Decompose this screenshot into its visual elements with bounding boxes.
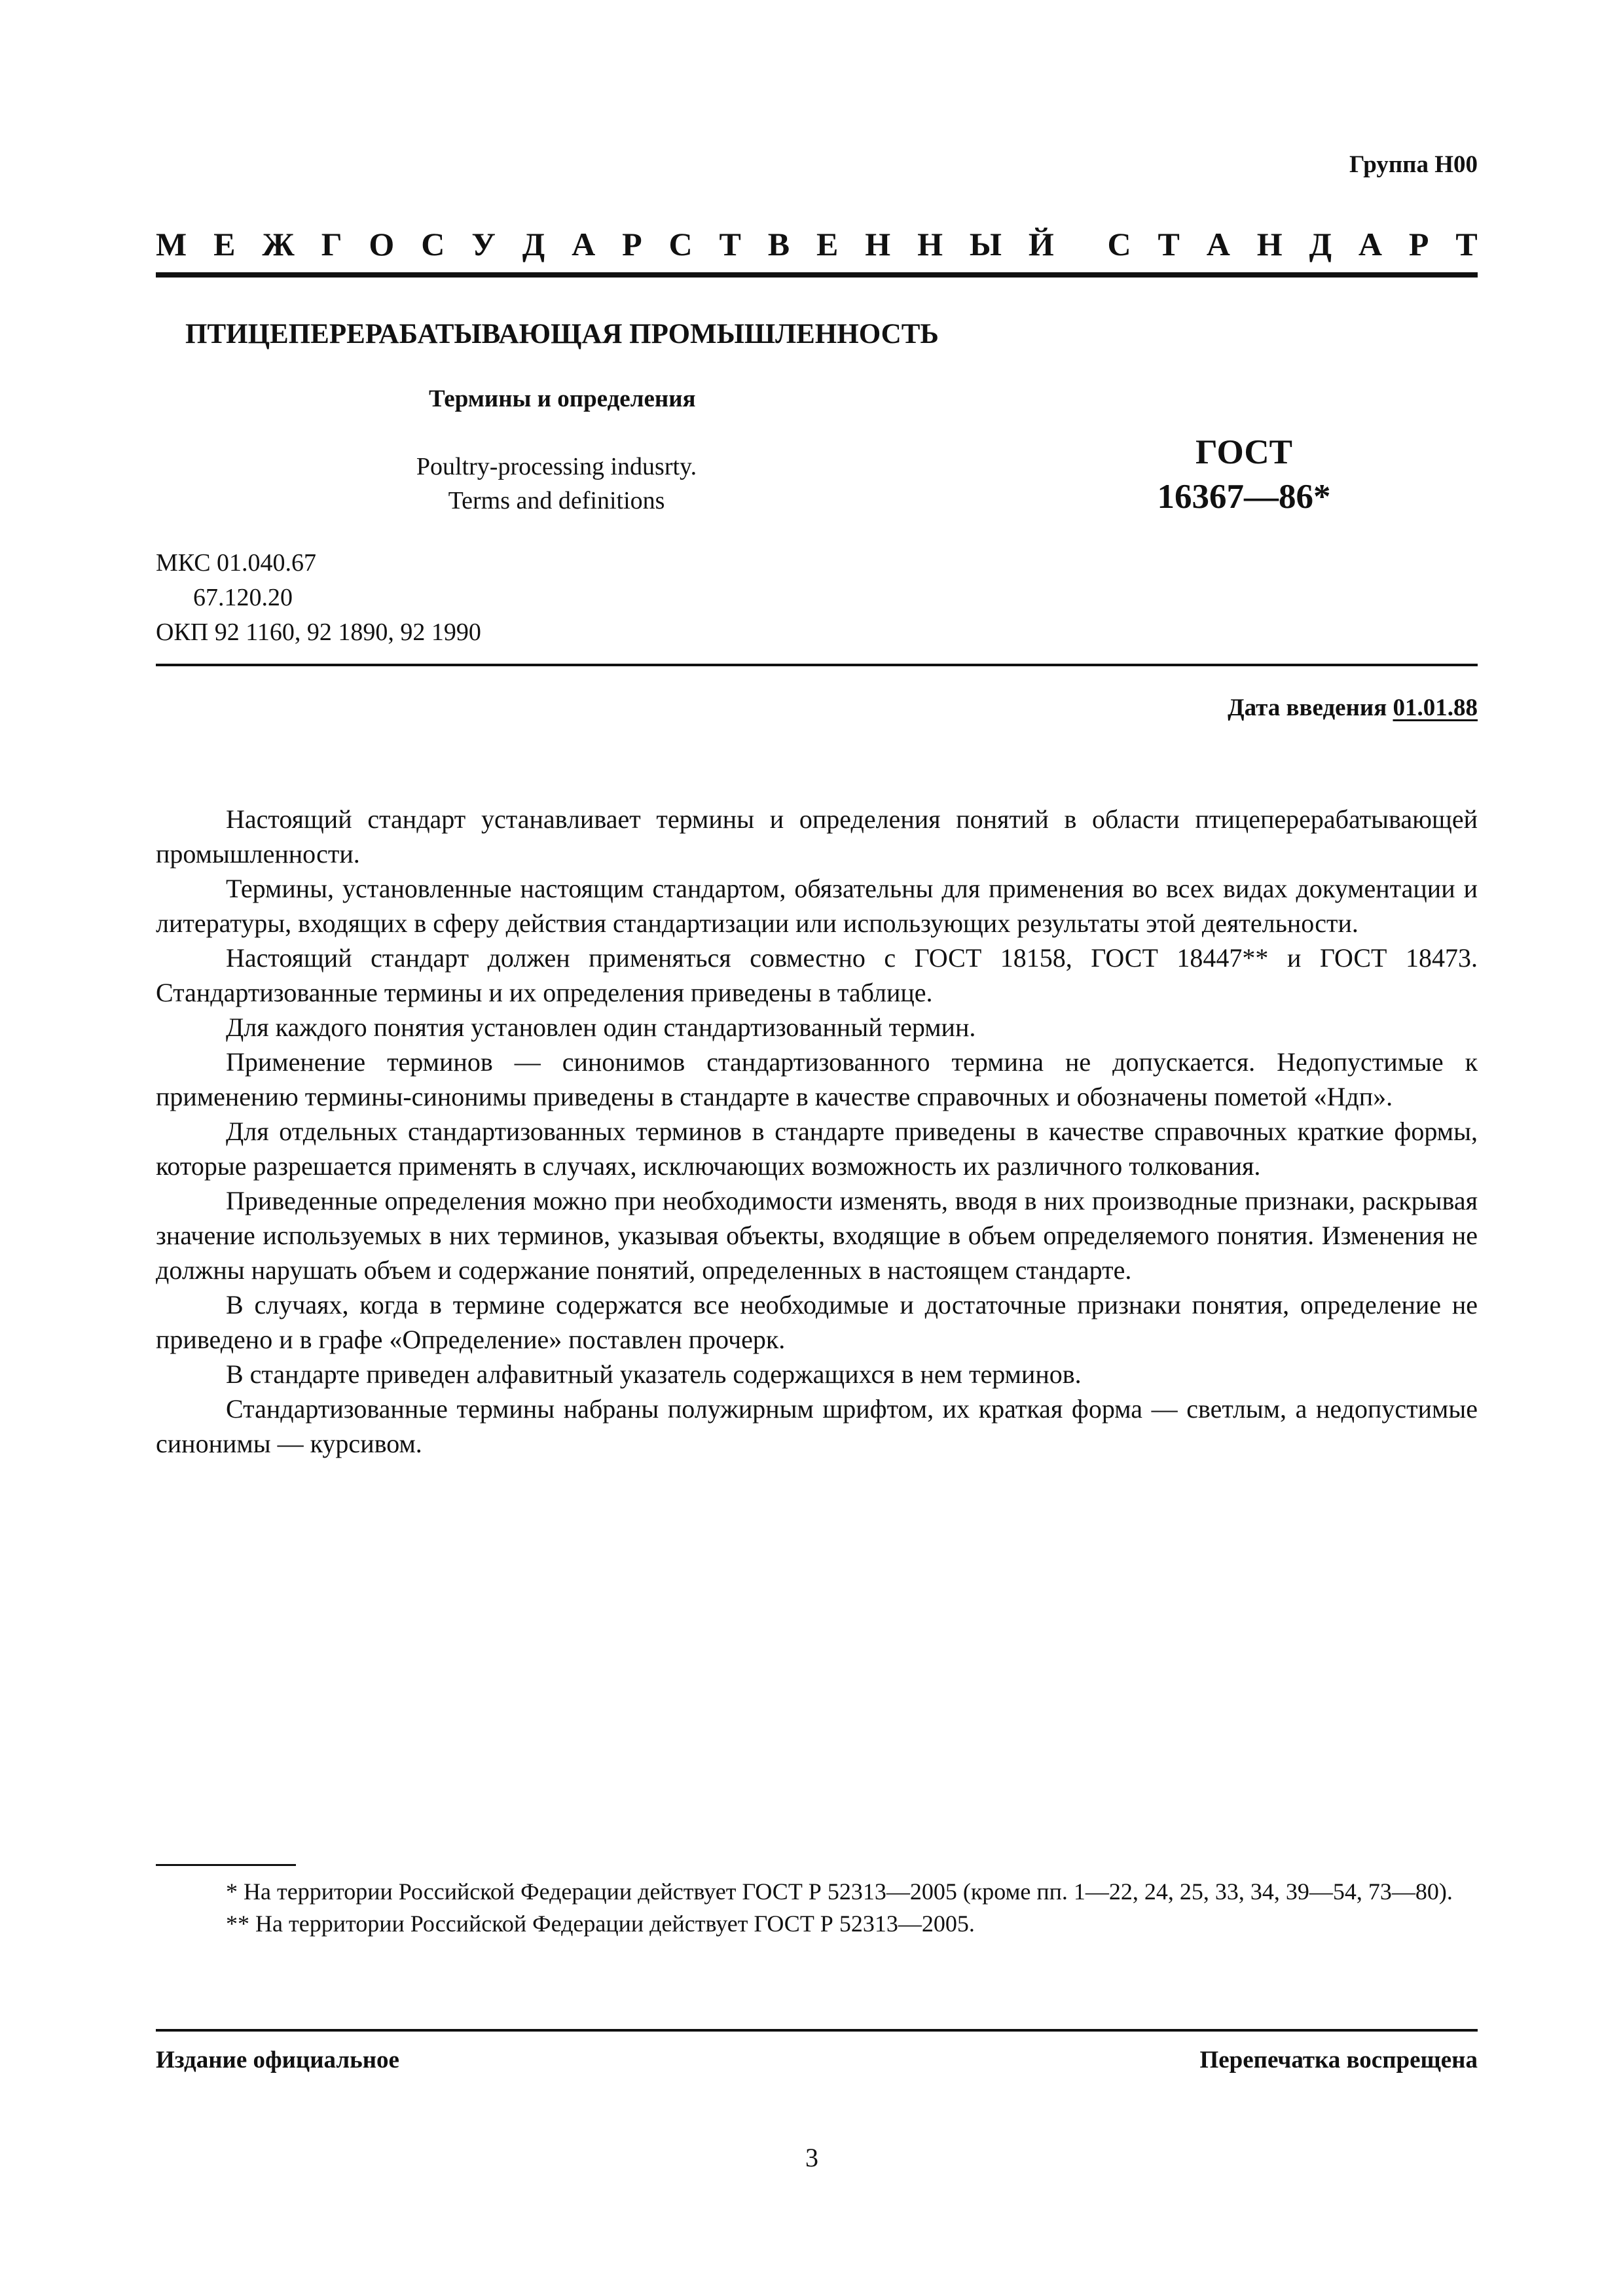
heading-letter: С [421, 226, 445, 262]
document-subtitle: Термины и определения [429, 386, 696, 412]
heading-letter: Т [1158, 226, 1180, 262]
page-number: 3 [805, 2143, 818, 2172]
heading-letter: Т [719, 226, 741, 262]
interstate-standard-heading [156, 228, 1478, 260]
header-rule [156, 272, 1478, 278]
codes-rule [156, 664, 1478, 666]
heading-letter: Е [816, 226, 839, 262]
effective-date-value: 01.01.88 [1393, 694, 1478, 721]
heading-letter: Р [622, 226, 642, 262]
paragraph: Настоящий стандарт устанавливает термины и определения понятий в области птицеперерабатывающей промышленности. [156, 804, 1478, 869]
footnote-rule [156, 1864, 296, 1866]
heading-letter: А [572, 226, 596, 262]
heading-letter: Г [321, 226, 342, 262]
effective-date-label: Дата введения [1228, 694, 1393, 721]
gost-number [1139, 430, 1349, 519]
heading-letter: Ы [969, 226, 1002, 262]
heading-letter: В [767, 226, 790, 262]
paragraph: Настоящий стандарт должен применяться совместно с ГОСТ 18158, ГОСТ 18447** и ГОСТ 18473. Стандартизованные термины и их определения приведены в таблице. [156, 943, 1478, 1007]
english-title [386, 450, 727, 518]
heading-letter: А [1206, 226, 1230, 262]
group-code: Группа Н00 [1349, 151, 1478, 178]
paragraph: Применение терминов — синонимов стандартизованного термина не допускается. Недопустимые к применению термины-синонимы приведены в стандарте в качестве справочных и обозначены пометой «Ндп». [156, 1047, 1478, 1111]
heading-letter: Т [1455, 226, 1478, 262]
heading-letter: М [156, 226, 187, 262]
heading-letter: Н [917, 226, 943, 262]
english-title-line: Terms and definitions [448, 487, 665, 514]
heading-letter: С [668, 226, 693, 262]
heading-letter: Д [522, 226, 545, 262]
reprint-prohibited: Перепечатка воспрещена [1199, 2047, 1478, 2073]
body-text [156, 802, 1478, 1461]
footer-rule [156, 2029, 1478, 2032]
paragraph: В случаях, когда в термине содержатся все необходимые и достаточные признаки понятия, определение не приведено и в графе «Определение» поставлен прочерк. [156, 1290, 1478, 1354]
heading-letter: Д [1309, 226, 1332, 262]
mks-code-2: 67.120.20 [156, 584, 293, 611]
heading-letter: О [369, 226, 395, 262]
gost-code: 16367—86* [1157, 478, 1331, 516]
paragraph: Приведенные определения можно при необходимости изменять, вводя в них производные признаки, раскрывая значение используемых в них терминов, указывая объекты, входящие в объем определяемого понятия. Изменения не должны нарушать объем и содержание понятий, определенных в настоящем стандарте. [156, 1186, 1478, 1285]
heading-letter: Е [213, 226, 236, 262]
footnotes [156, 1876, 1478, 1940]
heading-letter: С [1107, 226, 1131, 262]
paragraph: В стандарте приведен алфавитный указатель содержащихся в нем терминов. [226, 1359, 1082, 1389]
heading-letter: Й [1028, 226, 1054, 262]
document-title: ПТИЦЕПЕРЕРАБАТЫВАЮЩАЯ ПРОМЫШЛЕННОСТЬ [185, 319, 939, 350]
paragraph: Стандартизованные термины набраны полужирным шрифтом, их краткая форма — светлым, а недопустимые синонимы — курсивом. [156, 1394, 1478, 1458]
heading-letter: А [1358, 226, 1382, 262]
paragraph: Для отдельных стандартизованных терминов в стандарте приведены в качестве справочных краткие формы, которые разрешается применять в случаях, исключающих возможность их различного толкования. [156, 1117, 1478, 1181]
heading-letter: Р [1408, 226, 1429, 262]
english-title-line: Poultry-processing indusrty. [416, 453, 697, 480]
gost-label: ГОСТ [1195, 433, 1292, 471]
paragraph: Для каждого понятия установлен один стандартизованный термин. [226, 1013, 976, 1042]
effective-date [1228, 694, 1478, 722]
classification-codes [156, 546, 481, 650]
okp-code: ОКП 92 1160, 92 1890, 92 1990 [156, 619, 481, 646]
heading-letter: У [471, 226, 496, 262]
paragraph: Термины, установленные настоящим стандартом, обязательны для применения во всех видах документации и литературы, входящих в сферу действия стандартизации или использующих результаты этой деятельности. [156, 874, 1478, 938]
mks-code: МКС 01.040.67 [156, 549, 317, 577]
footnote: ** На территории Российской Федерации действует ГОСТ Р 52313—2005. [226, 1910, 975, 1937]
heading-letter: Н [865, 226, 891, 262]
heading-letter: Н [1256, 226, 1283, 262]
heading-letter: Ж [262, 226, 295, 262]
official-edition: Издание официальное [156, 2047, 399, 2073]
footnote: * На территории Российской Федерации действует ГОСТ Р 52313—2005 (кроме пп. 1—22, 24, 25, 33, 34, 39—54, 73—80). [226, 1878, 1453, 1905]
